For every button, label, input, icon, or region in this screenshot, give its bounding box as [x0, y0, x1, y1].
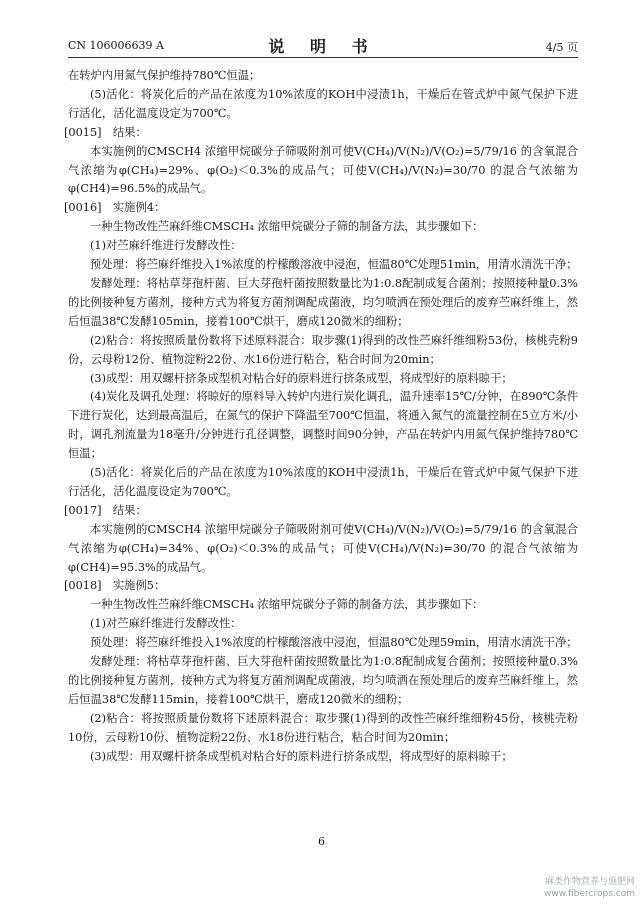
paragraph: 一种生物改性苎麻纤维CMSCH₄ 浓缩甲烷碳分子筛的制备方法，其步骤如下： — [90, 598, 484, 612]
page-indicator: 4/5 页 — [545, 41, 578, 54]
watermark-url: www.fibercrops.com — [544, 889, 635, 899]
section-label: [0015] 结果： — [64, 125, 147, 139]
paragraph: 发酵处理：将枯草芽孢杆菌、巨大芽孢杆菌按照数量比为1:0.8配制成复合菌剂；按照接种量0.3%的比例接种复方菌剂，接种方式为将复方菌剂调配成菌液，均匀喷洒在预处理后的废弃苎麻纤维上，然后恒温38℃发酵115min，接着100℃烘干，磨成120微米的细粉； — [68, 655, 578, 706]
section-label: [0017] 结果： — [64, 503, 147, 517]
paragraph: 本实施例的CMSCH4 浓缩甲烷碳分子筛吸附剂可使V(CH₄)/V(N₂)/V(O₂)=5/79/16 的含氧混合气浓缩为φ(CH₄)=34%、φ(O₂)＜0.3%的成品气；可使V(CH₄)/V(N₂)=30/70 的混合气浓缩为φ(CH4)=95.3%的成品气。 — [68, 522, 578, 574]
section-label: [0018] 实施例5： — [64, 579, 166, 593]
section-label: [0016] 实施例4： — [64, 201, 166, 215]
watermark — [544, 876, 635, 900]
paragraph: (1)对苎麻纤维进行发酵改性： — [90, 617, 242, 631]
paragraph: (3)成型：用双螺杆挤条成型机对粘合好的原料进行挤条成型，将成型好的原料晾干； — [90, 749, 513, 763]
document-body — [64, 67, 578, 767]
header-divider — [68, 57, 578, 58]
watermark-site-name: 麻类作物营养与施肥网 — [544, 877, 635, 887]
paragraph: 发酵处理：将枯草芽孢杆菌、巨大芽孢杆菌按照数量比为1:0.8配制成复合菌剂；按照接种量0.3%的比例接种复方菌剂，接种方式为将复方菌剂调配成菌液，均匀喷洒在预处理后的废弃苎麻纤维上，然后恒温38℃发酵105min，接着100℃烘干，磨成120微米的细粉； — [68, 276, 578, 328]
paragraph: (2)粘合：将按照质量份数将下述原料混合：取步骤(1)得到的改性苎麻纤维细粉53份，核桃壳粉9份，云母粉12份、植物淀粉22份、水16份进行粘合，粘合时间为20min； — [68, 333, 578, 366]
document-title: 说 明 书 — [268, 37, 378, 56]
paragraph: 一种生物改性苎麻纤维CMSCH₄ 浓缩甲烷碳分子筛的制备方法，其步骤如下： — [90, 220, 484, 234]
paragraph: 预处理：将苎麻纤维投入1%浓度的柠檬酸溶液中浸泡，恒温80℃处理59min，用清水清洗干净； — [90, 636, 578, 650]
patent-number: CN 106006639 A — [68, 39, 164, 52]
paragraph: (4)炭化及调孔处理：将晾好的原料导入转炉内进行炭化调孔，温升速率15℃/分钟，在890℃条件下进行炭化，达到最高温后，在氮气的保护下降温至700℃恒温，将通入氮气的流量控制在5立方米/小时，调孔剂流量为18毫升/分钟进行孔径调整，调整时间90分钟，产品在转炉内用氮气保护维持780℃恒温； — [68, 390, 578, 461]
paragraph: (1)对苎麻纤维进行发酵改性： — [90, 239, 242, 253]
paragraph: 预处理：将苎麻纤维投入1%浓度的柠檬酸溶液中浸泡，恒温80℃处理51min，用清水清洗干净； — [90, 258, 578, 272]
page-number: 6 — [318, 835, 325, 848]
paragraph: (5)活化：将炭化后的产品在浓度为10%浓度的KOH中浸渍1h，干燥后在管式炉中氮气保护下进行活化，活化温度设定为700℃。 — [68, 87, 578, 120]
page-header — [68, 34, 578, 56]
paragraph: 本实施例的CMSCH4 浓缩甲烷碳分子筛吸附剂可使V(CH₄)/V(N₂)/V(O₂)=5/79/16 的含氧混合气浓缩为φ(CH₄)=29%、φ(O₂)＜0.3%的成品气；可使V(CH₄)/V(N₂)=30/70 的混合气浓缩为φ(CH4)=96.5%的成品气。 — [68, 144, 578, 196]
paragraph: (3)成型：用双螺杆挤条成型机对粘合好的原料进行挤条成型，将成型好的原料晾干； — [90, 371, 513, 385]
paragraph: 在转炉内用氮气保护维持780℃恒温； — [68, 69, 261, 82]
paragraph: (5)活化：将炭化后的产品在浓度为10%浓度的KOH中浸渍1h，干燥后在管式炉中氮气保护下进行活化，活化温度设定为700℃。 — [68, 466, 578, 498]
paragraph: (2)粘合：将按照质量份数将下述原料混合：取步骤(1)得到的改性苎麻纤维细粉45份，核桃壳粉10份，云母粉10份、植物淀粉22份、水18份进行粘合，粘合时间为20min； — [68, 711, 578, 744]
